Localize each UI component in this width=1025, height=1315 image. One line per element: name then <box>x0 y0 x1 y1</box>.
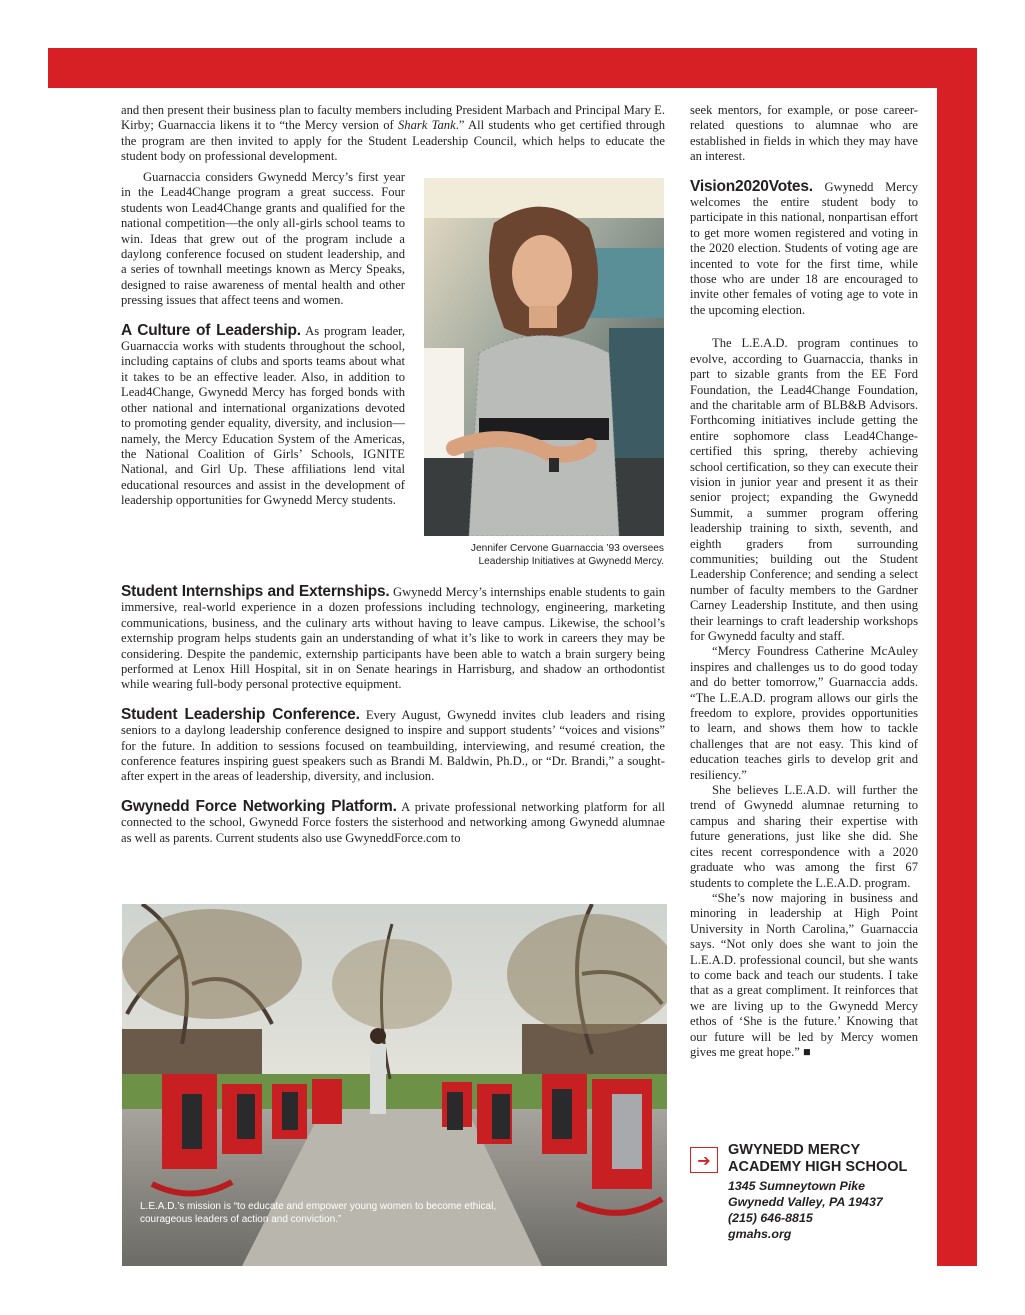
alumnae-paragraph: She believes L.E.A.D. will further the trend of Gwynedd alumnae returning to campus and sharing their expertise with future generations, just like she did. She cites recent correspondence with a 2020 graduate who was among the first 67 students to complete the L.E.A.D. program. <box>690 783 918 890</box>
culture-paragraph <box>121 323 405 509</box>
portrait-photo <box>424 178 664 536</box>
portrait-illustration <box>424 178 664 536</box>
success-paragraph: Guarnaccia considers Gwynedd Mercy’s first year in the Lead4Change program a great success. Four students won Lead4Change grants and qualified for the national competition—the only all-girls school teams to win. Ideas that grew out of the program include a daylong conference focused on student leadership, and a series of townhall meetings known as Mercy Speaks, designed to raise awareness of mental health and other pressing issues that affect teens and women. <box>121 170 405 308</box>
lead-program-paragraph: The L.E.A.D. program continues to evolve, according to Guarnaccia, thanks in part to sizable grants from the EE Ford Foundation, the Lead4Change Foundation, and the charitable arm of BLB&B Advisors. Forthcoming initiatives include getting the entire sophomore class Lead4Change-certified this spring, thereby achieving school certification, so they can execute their vision in junior year and present it as their senior project; expanding the Gwynedd Summit, a summer program offering leadership training to sixth, seventh, and eighth graders from surrounding communities; building out the Student Leadership Conference; and sending a select number of faculty members to the Gardner Carney Leadership Institute, and then using their learnings to craft leadership workshops for Gwynedd faculty and staff. <box>690 336 918 643</box>
right-continuation: seek mentors, for example, or pose career-related questions to alumnae who are established in fields in which they may have an interest. <box>690 103 918 164</box>
school-website-link[interactable]: gmahs.org <box>728 1227 792 1241</box>
networking-section <box>121 799 665 846</box>
top-text-part2: .” All students who get certified through the program are then invited to apply for the Student Leadership Council, which helps to educate the student body on professional development. <box>121 118 665 164</box>
school-name <box>728 1142 928 1176</box>
top-paragraph <box>121 103 665 165</box>
networking-text: A private professional networking platform for all connected to the school, Gwynedd Force fosters the sisterhood and networking among Gwynedd alumnae as well as parents. Current students also use GwyneddForce.com to <box>121 799 665 845</box>
end-mark-icon: ■ <box>802 1044 811 1059</box>
internships-text: Gwynedd Mercy’s internships enable students to gain immersive, real-world experience in a dozen professions including technology, engineering, marketing communications, business, and the culinary arts without having to leave campus. Likewise, the school’s externship program helps students gain an understanding of what it’s like to work in careers they may be considering. Despite the pandemic, externship participants have been able to watch a brain surgery being performed at Lenox Hill Hospital, sit in on Senate hearings in Harrisburg, and shadow an orthodontist while wearing full-body personal protective equipment. <box>121 585 665 692</box>
internships-section <box>121 584 665 693</box>
culture-text: As program leader, Guarnaccia works with students throughout the school, including captains of clubs and sports teams about what it takes to be an effective leader. Also, in addition to Lead4Change, Gwynedd Mercy has forged bonds with other national and international organizations devoted to promoting gender equality, diversity, and inclusion—namely, the Mercy Education System of the Americas, the National Coalition of Girls’ Schools, IGNITE National, and Girl Up. These affiliations lend vital educational resources and assist in the development of leadership opportunities for Gwynedd Mercy students. <box>121 323 405 508</box>
school-name-line2: ACADEMY HIGH SCHOOL <box>728 1159 908 1175</box>
school-city: Gwynedd Valley, PA 19437 <box>728 1195 883 1209</box>
school-name-line1: GWYNEDD MERCY <box>728 1142 861 1158</box>
school-phone: (215) 646-8815 <box>728 1211 813 1225</box>
left-column <box>121 170 405 509</box>
courtyard-photo <box>122 904 667 1266</box>
graduate-quote-paragraph <box>690 891 918 1060</box>
shark-tank-italic: Shark Tank <box>398 118 456 133</box>
conference-heading: Student Leadership Conference. <box>121 705 360 723</box>
portrait-caption-line1: Jennifer Cervone Guarnaccia ’93 oversees <box>470 543 664 554</box>
school-street: 1345 Sumneytown Pike <box>728 1179 866 1193</box>
graduate-quote-text: “She’s now majoring in business and minoring in leadership at High Point University in North Carolina,” Guarnaccia says. “Not only does she want to join the L.E.A.D. professional council, but she wants to come back and teach our students. I take that as a great compliment. It reinforces that we are living up to the Gwynedd Mercy ethos of ‘She is the future.’ Knowing that our future will be led by Mercy women gives me great hope.” <box>690 890 918 1059</box>
conference-text: Every August, Gwynedd invites club leaders and rising seniors to a daylong leadership conference designed to inspire and support students’ “voices and visions” for the future. In addition to sessions focused on teambuilding, interviewing, and resumé creation, the conference features inspiring guest speakers such as Brandi M. Baldwin, Ph.D., or “Dr. Brandi,” a sought-after expert in the areas of leadership, diversity, and inclusion. <box>121 707 665 784</box>
vision-text: Gwynedd Mercy welcomes the entire student body to participate in this national, nonpartisan effort to get more women registered and voting in the 2020 election. Students of voting age are incented to vote for the first time, while those who are under 18 are encouraged to invite other females of voting age to vote in the upcoming election. <box>690 179 918 317</box>
networking-heading: Gwynedd Force Networking Platform. <box>121 797 397 815</box>
vision-heading: Vision2020Votes. <box>690 177 813 195</box>
portrait-caption-line2: Leadership Initiatives at Gwynedd Mercy. <box>478 555 664 567</box>
mcauley-quote-paragraph: “Mercy Foundress Catherine McAuley inspires and challenges us to do good today and do better tomorrow,” Guarnaccia adds. “The L.E.A.D. program allows our girls the freedom to explore, provides opportunities to learn, and shows them how to tackle challenges that are not easy. This kind of education teaches girls to develop grit and resiliency.” <box>690 644 918 782</box>
courtyard-caption: L.E.A.D.’s mission is “to educate and empower young women to become ethical, courageous leaders of action and conviction.” <box>140 1201 497 1225</box>
portrait-caption <box>424 543 664 568</box>
vision-paragraph <box>690 179 918 319</box>
internships-heading: Student Internships and Externships. <box>121 583 390 600</box>
wide-sections <box>121 584 665 846</box>
top-text-part1: and then present their business plan to faculty members including President Marbach and Principal Mary E. Kirby; Guarnaccia likens it to “the Mercy version of <box>121 103 665 133</box>
red-top-bar <box>48 48 977 88</box>
culture-heading: A Culture of Leadership. <box>121 321 301 339</box>
red-right-bar <box>937 48 977 1266</box>
conference-section <box>121 707 665 785</box>
right-column <box>690 103 918 1060</box>
arrow-right-icon: ➔ <box>690 1147 718 1173</box>
